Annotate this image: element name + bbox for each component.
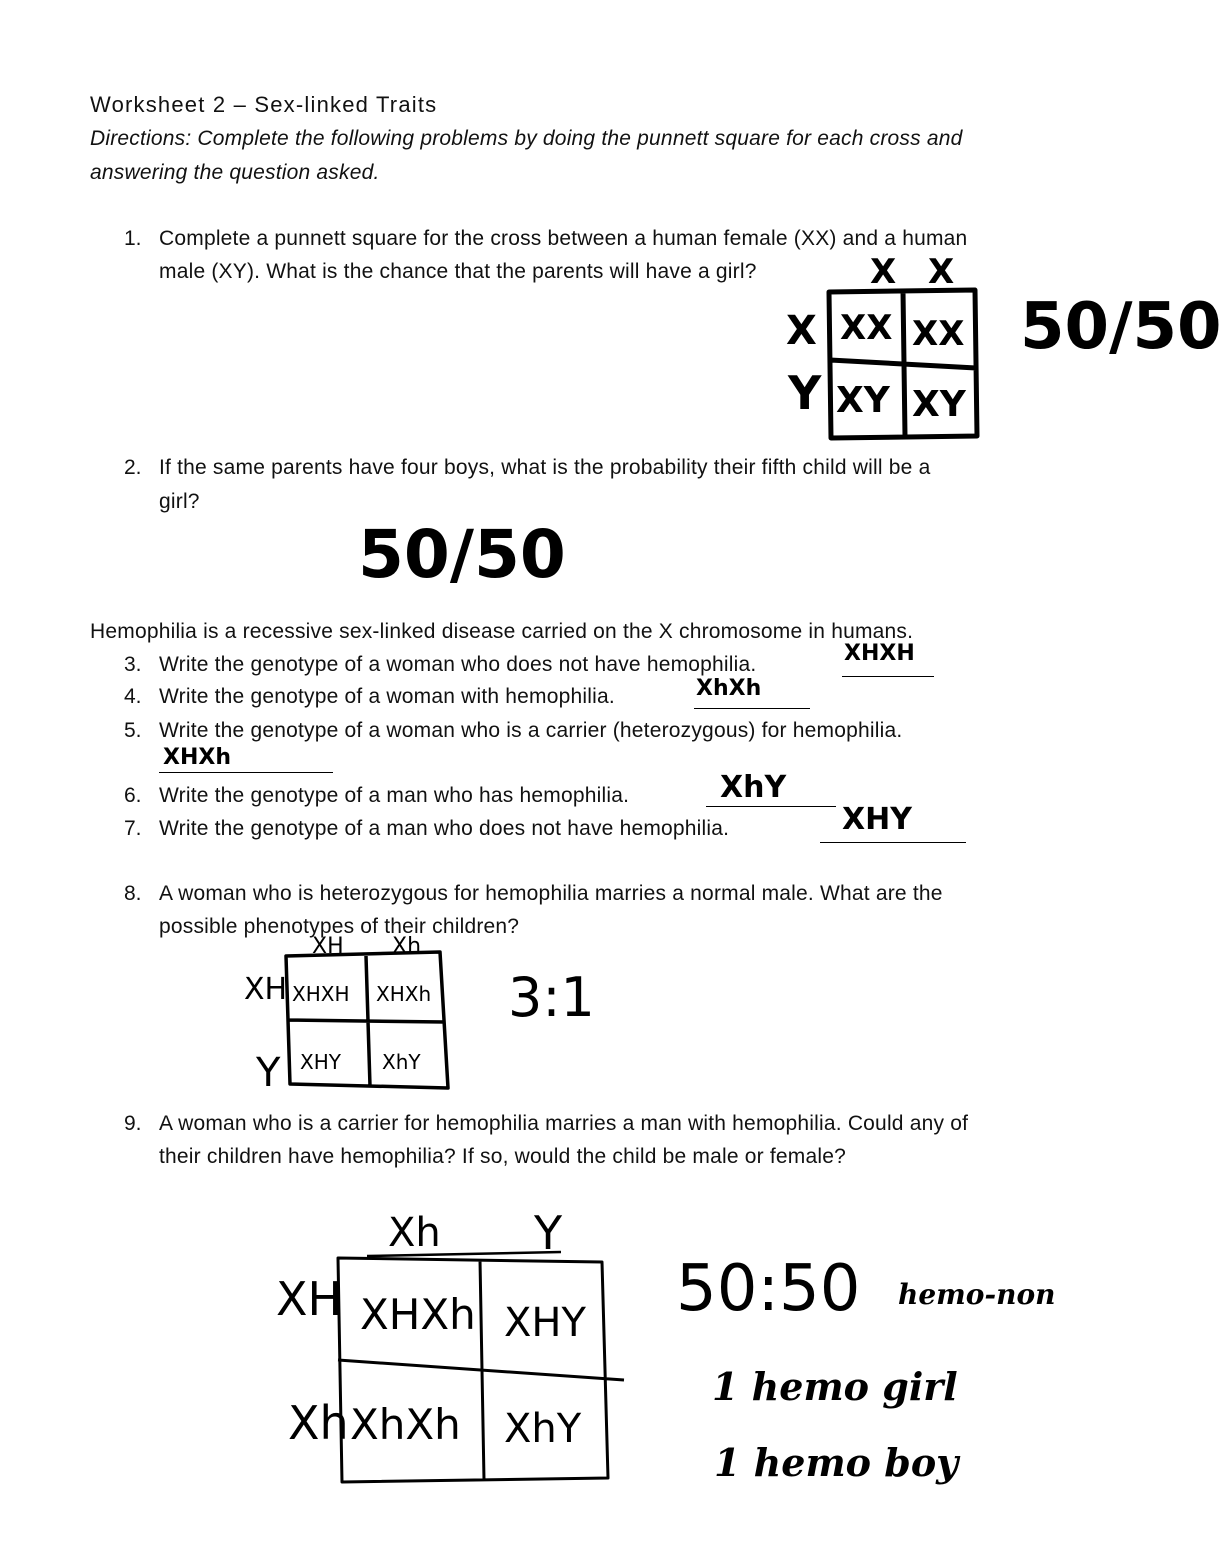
q1-answer: 50/50: [1020, 290, 1222, 364]
q8-side-allele-1: XH: [244, 972, 288, 1007]
worksheet-title: Worksheet 2 – Sex-linked Traits: [90, 92, 438, 117]
q8-number: 8.: [124, 882, 142, 905]
q7-answer-blank: [820, 842, 966, 843]
q8-cell-3: XHY: [300, 1050, 341, 1074]
q7-number: 7.: [124, 817, 142, 840]
q1-side-allele-2: Y: [788, 366, 822, 420]
q9-answer-ratio: 50:50: [676, 1252, 861, 1326]
q9-line-1: A woman who is a carrier for hemophilia marries a man with hemophilia. Could any of: [159, 1112, 969, 1135]
q8-cell-2: XHXh: [376, 982, 432, 1006]
q3-number: 3.: [124, 653, 142, 676]
q5-answer-blank: [159, 772, 333, 773]
q1-top-allele-2: X: [928, 252, 955, 292]
q4-number: 4.: [124, 685, 142, 708]
q2-line-1: If the same parents have four boys, what is the probability their fifth child will be a: [159, 456, 931, 479]
q9-answer-girl: 1 hemo girl: [712, 1364, 958, 1409]
q5-answer: XHXh: [163, 745, 231, 770]
q8-answer: 3:1: [508, 966, 595, 1029]
q9-cell-1: XHXh: [360, 1290, 476, 1339]
q8-side-allele-2: Y: [256, 1050, 281, 1096]
q8-top-allele-2: Xh: [392, 934, 422, 959]
q2-line-2: girl?: [159, 490, 200, 513]
q1-number: 1.: [124, 227, 142, 250]
q4-answer: XhXh: [696, 676, 762, 701]
q5-text: Write the genotype of a woman who is a carrier (heterozygous) for hemophilia.: [159, 719, 903, 742]
q9-side-allele-2: Xh: [288, 1396, 349, 1450]
q7-text: Write the genotype of a man who does not have hemophilia.: [159, 817, 730, 840]
q8-top-allele-1: XH: [312, 934, 344, 959]
q8-cell-4: XhY: [382, 1050, 421, 1074]
q3-text: Write the genotype of a woman who does not have hemophilia.: [159, 653, 757, 676]
q8-cell-1: XHXH: [292, 982, 350, 1006]
q2-number: 2.: [124, 456, 142, 479]
q1-line-2: male (XY). What is the chance that the parents will have a girl?: [159, 260, 757, 283]
q9-grid-lines: [330, 1252, 630, 1492]
q9-top-allele-1: Xh: [388, 1210, 441, 1256]
q2-answer: 50/50: [358, 516, 566, 593]
q6-answer-blank: [706, 806, 836, 807]
q9-side-allele-1: XH: [276, 1272, 343, 1326]
q6-answer: XhY: [720, 770, 787, 805]
q1-cell-2: XX: [912, 314, 965, 354]
q5-number: 5.: [124, 719, 142, 742]
q9-answer-boy: 1 hemo boy: [714, 1440, 959, 1485]
q9-answer-ratio-note: hemo-non: [898, 1278, 1056, 1311]
q3-answer: XHXH: [844, 641, 915, 666]
q4-answer-blank: [694, 708, 810, 709]
q1-cell-4: XY: [912, 384, 966, 425]
q6-text: Write the genotype of a man who has hemophilia.: [159, 784, 630, 807]
q8-line-2: possible phenotypes of their children?: [159, 915, 520, 938]
q1-line-1: Complete a punnett square for the cross between a human female (XX) and a human: [159, 227, 968, 250]
q9-cell-3: XhXh: [350, 1400, 461, 1449]
q9-cell-4: XhY: [504, 1406, 582, 1452]
q9-number: 9.: [124, 1112, 142, 1135]
q9-cell-2: XHY: [504, 1300, 586, 1346]
q9-line-2: their children have hemophilia? If so, would the child be male or female?: [159, 1145, 846, 1168]
q7-answer: XHY: [842, 802, 912, 837]
q6-number: 6.: [124, 784, 142, 807]
directions-line-2: answering the question asked.: [90, 161, 380, 184]
q8-line-1: A woman who is heterozygous for hemophilia marries a normal male. What are the: [159, 882, 943, 905]
q1-cell-3: XY: [836, 380, 890, 421]
directions-line-1: Directions: Complete the following problems by doing the punnett square for each cross and: [90, 127, 963, 150]
q1-cell-1: XX: [840, 308, 893, 348]
q1-top-allele-1: X: [870, 252, 897, 292]
q4-text: Write the genotype of a woman with hemophilia.: [159, 685, 615, 708]
q3-answer-blank: [842, 676, 934, 677]
hemophilia-intro: Hemophilia is a recessive sex-linked disease carried on the X chromosome in humans.: [90, 620, 914, 643]
q9-top-allele-2: Y: [534, 1206, 563, 1260]
q1-side-allele-1: X: [786, 308, 817, 354]
